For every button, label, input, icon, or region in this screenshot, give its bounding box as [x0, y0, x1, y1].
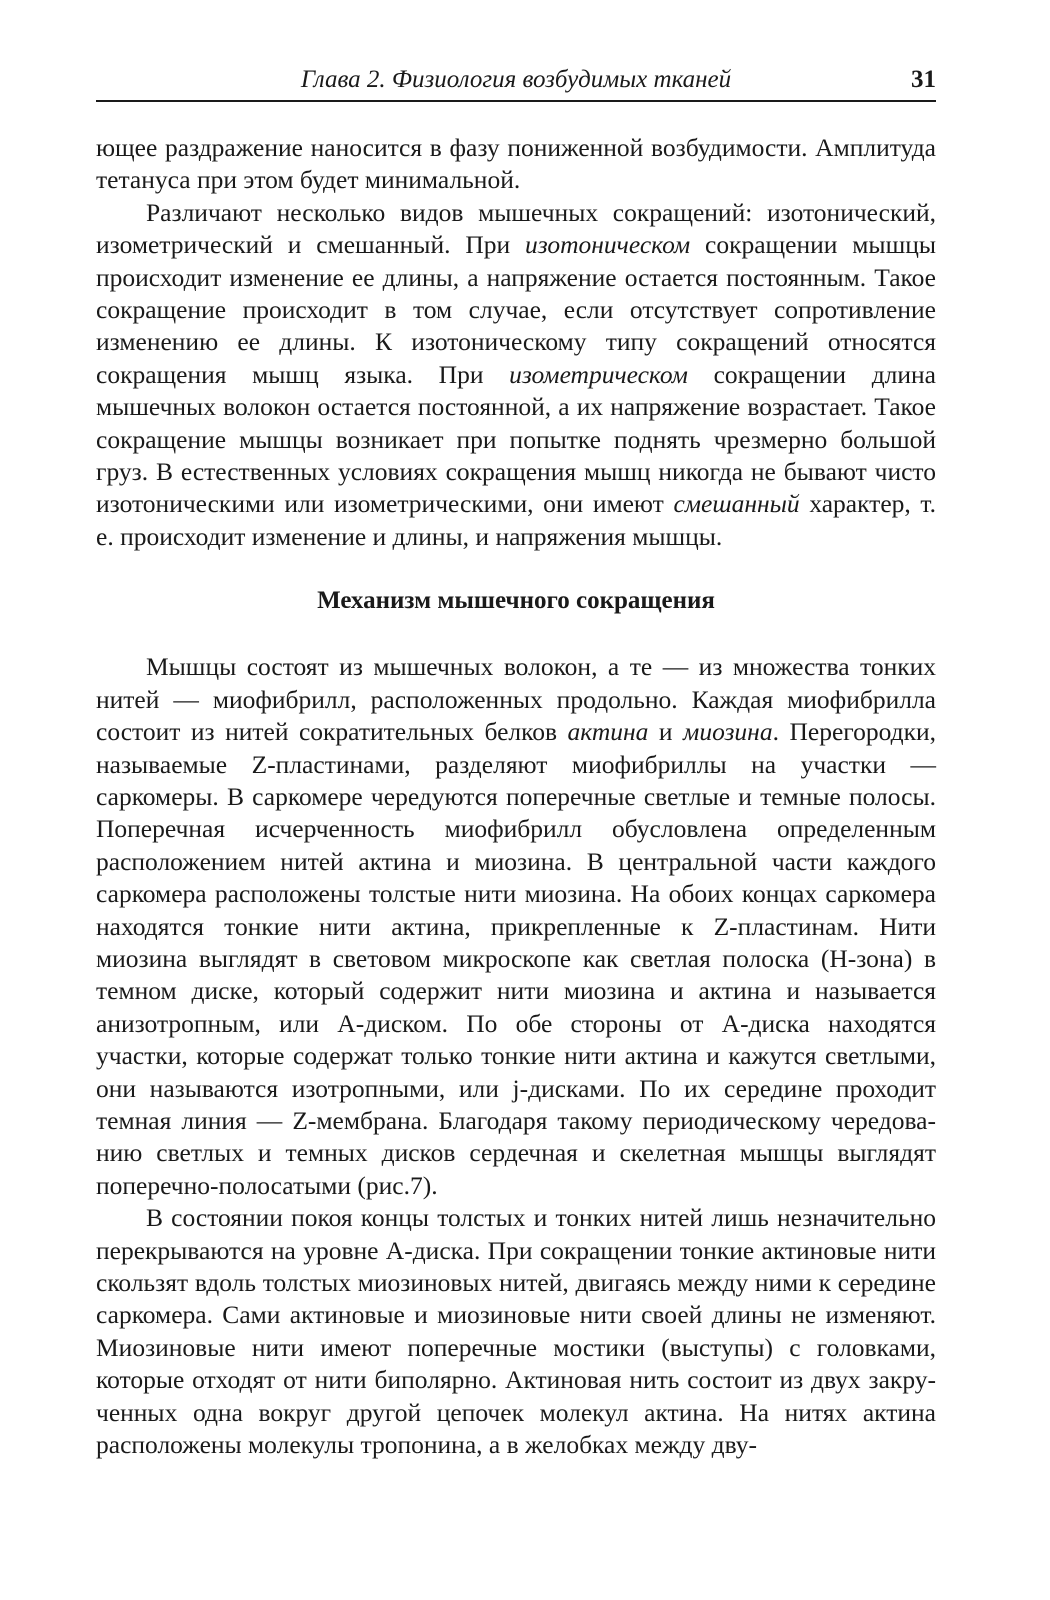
paragraph-contraction-types: Различают несколько видов мышечных сокращений: изотонический, изометрический и смешанный. При изотоническом сокращении мышцы происходит изменение ее длины, а напряжение остается постоянным. Такое сокращение происходит в том случае, если отсутствует сопротивление изменению ее длины. К изотоническому типу сокращений относятся сокращения мышц языка. При изометрическом сокращении длина мышечных волокон остается постоянной, а их напряжение возрастает. Такое сокращение мышцы возникает при попытке поднять чрезмерно большой груз. В естественных условиях сокращения мышц никогда не бывают чисто изотоническими или изометрическими, они имеют смешанный характер, т. е. происходит изменение и длины, и напряжения мышцы. [96, 197, 937, 551]
term-isometric: изометрическом [509, 359, 688, 389]
paragraph-continuation: ющее раздражение наносится в фазу пониженной возбудимости. Амплитуда тетануса при этом будет минимальной. [96, 133, 936, 195]
paragraph-muscle-structure: Мышцы состоят из мышечных волокон, а те — из множества тонких нитей — миофибрилл, расположенных продольно. Каждая миофибрилла состоит из нитей сократительных белков актина и миозина. Перегородки, называемые Z-пластинами, разделяют миофибриллы на участки — саркомеры. В саркомере чередуются поперечные светлые и темные полосы. Поперечная исчерченность миофибрилл обусловлена определенным расположением нитей актина и миозина. В центральной части каждого саркомера расположены толстые нити миозина. На обоих концах саркомера находятся тонкие нити актина, прикрепленные к Z-пластинам. Нити миозина выглядят в световом микроскопе как светлая полоска (Н-зона) в темном диске, который содержит нити миозина и актина и называется анизотропным, или А-диском. По обе стороны от А-диска находятся участки, которые содержат только тонкие нити актина и кажутся светлыми, они называются изотропными, или j-дисками. По их середине проходит темная линия — Z-мембрана. Благодаря такому периодическому чередованию светлых и темных дисков сердечная и скелетная мышцы выглядят поперечно-полосатыми (рис.7). [96, 652, 936, 1200]
paragraph-sliding-filaments: В состоянии покоя концы толстых и тонких нитей лишь незначительно перекрываются на уровне А-диска. При сокращении тонкие актиновые нити скользят вдоль толстых миозиновых нитей, двигаясь между ними к середине саркомера. Сами актиновые и миозиновые нити своей длины не изменяют. Миозиновые нити имеют поперечные мостики (выступы) с головками, которые отходят от нити биполярно. Актиновая нить состоит из двух закрученных одна вокруг другой цепочек молекул актина. На нитях актина расположены молекулы тропонина, а в желобках между дву- [96, 1203, 936, 1460]
running-header [96, 66, 936, 102]
page-number: 31 [911, 66, 936, 93]
term-myosin: миозина [683, 717, 773, 747]
book-page [96, 66, 936, 1461]
body-text [96, 132, 936, 1461]
term-isotonic: изотоническом [525, 230, 691, 260]
term-actin: актина [567, 717, 649, 747]
running-title: Глава 2. Физиология возбудимых тканей [300, 66, 732, 93]
term-mixed: смешанный [673, 489, 800, 519]
section-heading: Механизм мышечного сокращения [317, 587, 715, 615]
